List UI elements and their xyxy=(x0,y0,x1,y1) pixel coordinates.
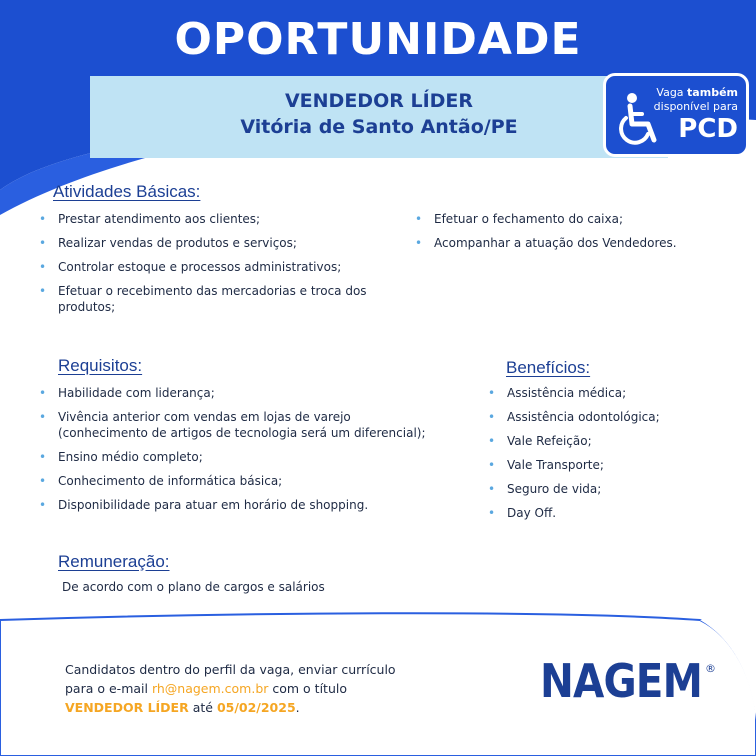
application-instructions xyxy=(65,660,465,717)
atividades-list-col2 xyxy=(414,211,734,259)
atividades-list-col1 xyxy=(38,211,378,323)
page-title: OPORTUNIDADE xyxy=(174,14,582,65)
requisitos-title: Requisitos: xyxy=(58,356,143,375)
atividades-title: Atividades Básicas: xyxy=(53,182,201,201)
list-item: • Vale Refeição; xyxy=(487,433,727,449)
requisitos-list xyxy=(38,385,438,521)
list-item: • Assistência odontológica; xyxy=(487,409,727,425)
list-item: • Seguro de vida; xyxy=(487,481,727,497)
footer-line3: VENDEDOR LÍDER até 05/02/2025. xyxy=(65,700,300,715)
job-title: VENDEDOR LÍDER xyxy=(284,90,474,112)
registered-mark: ® xyxy=(705,662,716,675)
list-item: • Realizar vendas de produtos e serviços; xyxy=(38,235,378,251)
list-item: • Controlar estoque e processos administrativos; xyxy=(38,259,378,275)
list-item: • Efetuar o recebimento das mercadorias e troca dos produtos; xyxy=(38,283,378,315)
list-item: • Conhecimento de informática básica; xyxy=(38,473,438,489)
pcd-label: PCD xyxy=(678,114,738,144)
list-item: • Ensino médio completo; xyxy=(38,449,438,465)
remuneracao-text: De acordo com o plano de cargos e salários xyxy=(62,580,325,594)
job-title-box xyxy=(90,76,668,158)
footer-line1: Candidatos dentro do perfil da vaga, enviar currículo xyxy=(65,662,396,677)
list-item: • Acompanhar a atuação dos Vendedores. xyxy=(414,235,734,251)
list-item: • Assistência médica; xyxy=(487,385,727,401)
footer-line2: para o e-mail rh@nagem.com.br com o título xyxy=(65,681,347,696)
list-item: • Disponibilidade para atuar em horário de shopping. xyxy=(38,497,438,513)
job-location: Vitória de Santo Antão/PE xyxy=(240,116,518,138)
beneficios-title: Benefícios: xyxy=(506,358,591,377)
email-link[interactable]: rh@nagem.com.br xyxy=(151,681,269,696)
list-item: • Vale Transporte; xyxy=(487,457,727,473)
nagem-logo: NAGEM xyxy=(540,654,702,708)
remuneracao-title: Remuneração: xyxy=(58,552,170,571)
list-item: • Efetuar o fechamento do caixa; xyxy=(414,211,734,227)
pcd-badge xyxy=(603,73,749,157)
list-item: • Vivência anterior com vendas em lojas de varejo (conhecimento de artigos de tecnologia será um diferencial); xyxy=(38,409,438,441)
wheelchair-icon xyxy=(612,90,668,150)
pcd-line2: disponível para xyxy=(653,100,738,113)
pcd-line1: Vaga também xyxy=(656,86,738,99)
list-item: • Prestar atendimento aos clientes; xyxy=(38,211,378,227)
list-item: • Habilidade com liderança; xyxy=(38,385,438,401)
beneficios-list xyxy=(487,385,727,529)
list-item: • Day Off. xyxy=(487,505,727,521)
deadline: 05/02/2025 xyxy=(216,700,296,715)
